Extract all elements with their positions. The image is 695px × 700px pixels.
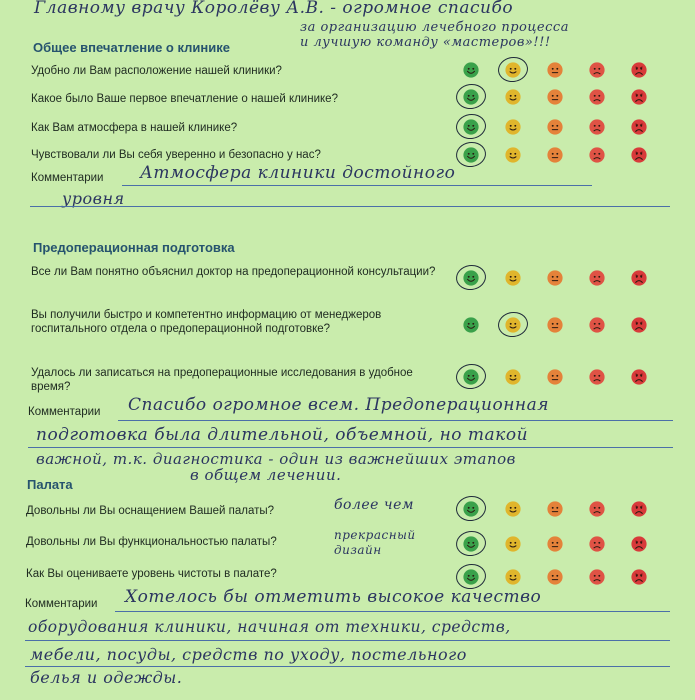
section-title-general-impression: Общее впечатление о клинике xyxy=(33,40,230,55)
neutral-face-icon[interactable] xyxy=(547,501,563,517)
section-title-preop: Предоперационная подготовка xyxy=(33,240,235,255)
comment-general-line2: уровня xyxy=(62,189,125,208)
comment-preop-line1: Спасибо огромное всем. Предоперационная xyxy=(128,395,550,415)
comments-label-preop: Комментарии xyxy=(28,406,101,418)
comment-ward-line2: оборудования клиники, начиная от техники, средств, xyxy=(28,618,511,636)
header-handwritten-note-line2: за организацию лечебного процесса xyxy=(300,20,569,35)
note-ward-equipment: более чем xyxy=(334,497,415,513)
comment-rule xyxy=(115,611,670,612)
question-doctor-explanation: Все ли Вам понятно объяснил доктор на предоперационной консультации? xyxy=(31,266,436,278)
question-location: Удобно ли Вам расположение нашей клиники? xyxy=(31,65,282,77)
sad-face-icon[interactable] xyxy=(589,569,605,585)
sad-face-icon[interactable] xyxy=(589,89,605,105)
comment-rule xyxy=(30,206,670,207)
neutral-face-icon[interactable] xyxy=(547,62,563,78)
angry-face-icon[interactable] xyxy=(631,369,647,385)
angry-face-icon[interactable] xyxy=(631,119,647,135)
happy-face-icon[interactable] xyxy=(505,89,521,105)
very-happy-face-icon[interactable] xyxy=(463,317,479,333)
angry-face-icon[interactable] xyxy=(631,569,647,585)
comment-preop-line3: важной, т.к. диагностика - один из важнейших этапов xyxy=(36,450,516,468)
angry-face-icon[interactable] xyxy=(631,501,647,517)
question-ward-functionality: Довольны ли Вы функциональностью палаты? xyxy=(26,536,277,548)
comment-preop-line4: в общем лечении. xyxy=(190,466,342,484)
question-ward-equipment: Довольны ли Вы оснащением Вашей палаты? xyxy=(26,505,275,517)
angry-face-icon[interactable] xyxy=(631,536,647,552)
neutral-face-icon[interactable] xyxy=(547,119,563,135)
happy-face-icon[interactable] xyxy=(505,119,521,135)
selected-rating-circle xyxy=(454,529,487,558)
happy-face-icon[interactable] xyxy=(505,270,521,286)
comment-ward-line1: Хотелось бы отметить высокое качество xyxy=(125,587,542,607)
sad-face-icon[interactable] xyxy=(589,369,605,385)
sad-face-icon[interactable] xyxy=(589,119,605,135)
sad-face-icon[interactable] xyxy=(589,536,605,552)
happy-face-icon[interactable] xyxy=(505,536,521,552)
question-first-impression: Какое было Ваше первое впечатление о нашей клинике? xyxy=(31,93,338,105)
sad-face-icon[interactable] xyxy=(589,501,605,517)
happy-face-icon[interactable] xyxy=(505,369,521,385)
comment-general-line1: Атмосфера клиники достойного xyxy=(140,163,456,183)
comment-rule xyxy=(122,185,592,186)
very-happy-face-icon[interactable] xyxy=(463,62,479,78)
comments-label-ward: Комментарии xyxy=(25,598,98,610)
question-preop-tests-scheduling: Удалось ли записаться на предоперационные исследования в удобное время? xyxy=(31,367,413,393)
header-handwritten-note-line3: и лучшую команду «мастеров»!!! xyxy=(300,35,551,50)
comment-ward-line4: белья и одежды. xyxy=(30,668,183,687)
section-title-ward: Палата xyxy=(27,477,73,492)
angry-face-icon[interactable] xyxy=(631,317,647,333)
question-atmosphere: Как Вам атмосфера в нашей клинике? xyxy=(31,122,238,134)
neutral-face-icon[interactable] xyxy=(547,317,563,333)
sad-face-icon[interactable] xyxy=(589,147,605,163)
comment-preop-line2: подготовка была длительной, объемной, но такой xyxy=(36,425,529,445)
sad-face-icon[interactable] xyxy=(589,317,605,333)
comment-rule xyxy=(28,447,673,448)
happy-face-icon[interactable] xyxy=(505,147,521,163)
neutral-face-icon[interactable] xyxy=(547,89,563,105)
selected-rating-circle xyxy=(454,263,487,292)
angry-face-icon[interactable] xyxy=(631,89,647,105)
question-safety: Чувствовали ли Вы себя уверенно и безопасно у нас? xyxy=(31,149,321,161)
neutral-face-icon[interactable] xyxy=(547,536,563,552)
question-hospital-managers-info: Вы получили быстро и компетентно информацию от менеджеров госпитального отдела о предоперационной подготовке? xyxy=(31,309,382,335)
selected-rating-circle xyxy=(454,140,487,169)
neutral-face-icon[interactable] xyxy=(547,369,563,385)
sad-face-icon[interactable] xyxy=(589,62,605,78)
neutral-face-icon[interactable] xyxy=(547,270,563,286)
comment-rule xyxy=(25,666,670,667)
happy-face-icon[interactable] xyxy=(505,501,521,517)
comment-rule xyxy=(118,420,673,421)
angry-face-icon[interactable] xyxy=(631,147,647,163)
comments-label-general: Комментарии xyxy=(31,172,104,184)
neutral-face-icon[interactable] xyxy=(547,147,563,163)
selected-rating-circle xyxy=(454,494,487,523)
angry-face-icon[interactable] xyxy=(631,62,647,78)
happy-face-icon[interactable] xyxy=(505,569,521,585)
header-handwritten-note-line1: Главному врачу Королёву А.В. - огромное спасибо xyxy=(34,0,514,18)
angry-face-icon[interactable] xyxy=(631,270,647,286)
selected-rating-circle xyxy=(496,310,529,339)
question-ward-cleanliness: Как Вы оцениваете уровень чистоты в палате? xyxy=(26,568,277,580)
comment-rule xyxy=(25,640,670,641)
note-ward-functionality: прекрасный дизайн xyxy=(334,528,416,557)
selected-rating-circle xyxy=(454,82,487,111)
selected-rating-circle xyxy=(454,362,487,391)
selected-rating-circle xyxy=(496,55,529,84)
comment-ward-line3: мебели, посуды, средств по уходу, постельного xyxy=(30,645,467,664)
selected-rating-circle xyxy=(454,112,487,141)
neutral-face-icon[interactable] xyxy=(547,569,563,585)
sad-face-icon[interactable] xyxy=(589,270,605,286)
